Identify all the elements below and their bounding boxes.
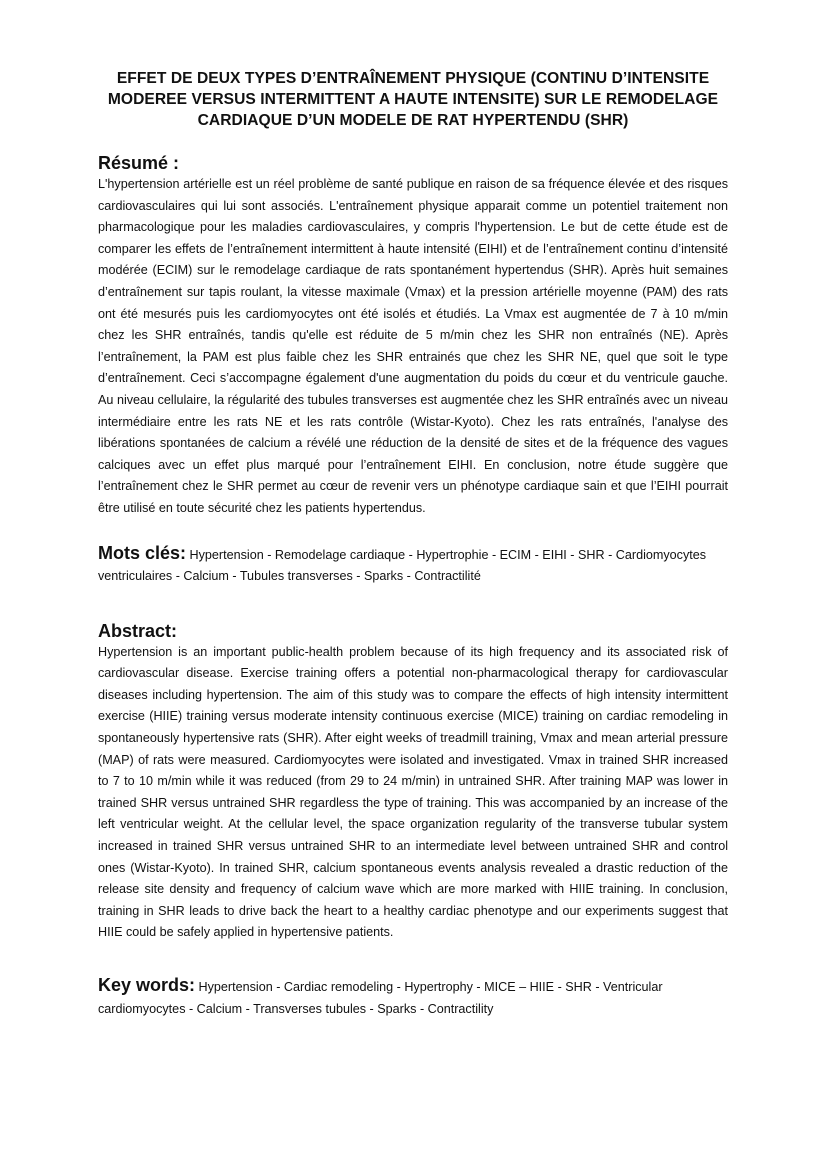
key-words-block	[98, 974, 728, 1020]
mots-cles-text: Hypertension - Remodelage cardiaque - Hypertrophie - ECIM - EIHI - SHR - Cardiomyocytes ventriculaires - Calcium - Tubules transverses - Sparks - Contractilité	[98, 547, 707, 584]
resume-heading: Résumé :	[98, 153, 180, 173]
key-words-heading: Key words:	[98, 975, 196, 995]
resume-text: L'hypertension artérielle est un réel problème de santé publique en raison de sa fréquence élevée et des risques cardiovasculaires qui lui sont associés. L'entraînement physique apparait comme un potentiel traitement non pharmacologique pour les maladies cardiovasculaires, y compris l'hypertension. Le but de cette étude est de comparer les effets de l’entraînement intermittent à haute intensité (EIHI) et de l’entraînement continu d’intensité modérée (ECIM) sur le remodelage cardiaque de rats spontanément hypertendus (SHR). Après huit semaines d’entraînement sur tapis roulant, la vitesse maximale (Vmax) et la pression artérielle moyenne (PAM) des rats ont été mesurés puis les cardiomyocytes ont été isolés et étudiés. La Vmax est augmentée de 7 à 10 m/min chez les SHR entraînés, tandis qu'elle est réduite de 5 m/min chez les SHR non entraînés (NE). Après l’entraînement, la PAM est plus faible chez les SHR entrainés que chez les SHR NE, quel que soit le type d’entraînement. Ceci s’accompagne également d'une augmentation du poids du cœur et du ventricule gauche. Au niveau cellulaire, la régularité des tubules transverses est augmentée chez les SHR entraînés avec un niveau intermédiaire entre les rats NE et les rats contrôle (Wistar-Kyoto). Chez les rats entraînés, l'analyse des libérations spontanées de calcium a révélé une réduction de la densité de sites et de la fréquence des vagues calciques avec un effet plus marqué pour l’entraînement EIHI. En conclusion, notre étude suggère que l’entraînement chez le SHR permet au cœur de revenir vers un phénotype cardiaque sain et que l’EIHI pourrait être utilisé en toute sécurité chez les patients hypertendus.	[98, 177, 728, 515]
abstract-heading: Abstract:	[98, 620, 178, 641]
mots-cles-block	[98, 542, 728, 588]
mots-cles-heading: Mots clés:	[98, 542, 187, 563]
document-page	[98, 68, 728, 1020]
document-title: EFFET DE DEUX TYPES D’ENTRAÎNEMENT PHYSIQUE (CONTINU D’INTENSITE MODEREE VERSUS INTERMITTENT A HAUTE INTENSITE) SUR LE REMODELAGE CARDIAQUE D’UN MODELE DE RAT HYPERTENDU (SHR)	[107, 70, 719, 129]
abstract-text: Hypertension is an important public-health problem because of its high frequency and its associated risk of cardiovascular disease. Exercise training offers a potential non-pharmacological therapy for cardiovascular diseases including hypertension. The aim of this study was to compare the effects of high intensity intermittent exercise (HIIE) training versus moderate intensity continuous exercise (MICE) training on cardiac remodeling in spontaneously hypertensive rats (SHR). After eight weeks of treadmill training, Vmax and mean arterial pressure (MAP) of rats were measured. Cardiomyocytes were isolated and investigated. Vmax in trained SHR increased to 7 to 10 m/min while it was reduced (from 29 to 24 m/min) in untrained SHR. After training MAP was lower in trained SHR versus untrained SHR regardless the type of training. This was accompanied by an increase of the left ventricular weight. At the cellular level, the space organization regularity of the transverse tubular system increased in trained SHR versus untrained SHR to an intermediate level between untrained SHR and control ones (Wistar-Kyoto). In trained SHR, calcium spontaneous events analysis revealed a drastic reduction of the release site density and frequency of calcium wave which are more marked with HIIE training. In conclusion, training in SHR leads to drive back the heart to a healthy cardiac phenotype and our experiments suggest that HIIE could be safely applied in hypertensive patients.	[98, 644, 728, 940]
key-words-text: Hypertension - Cardiac remodeling - Hypertrophy - MICE – HIIE - SHR - Ventricular cardiomyocytes - Calcium - Transverses tubules - Sparks - Contractility	[98, 980, 663, 1016]
